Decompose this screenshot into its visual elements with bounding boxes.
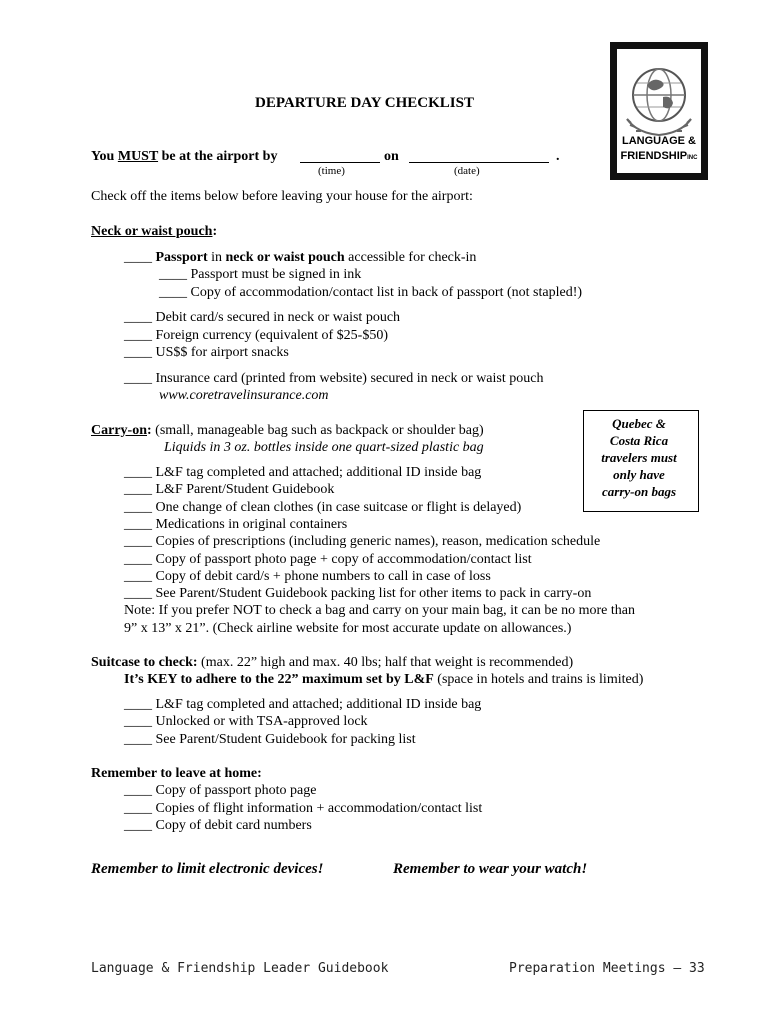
carry-on-heading xyxy=(91,422,484,439)
suitcase-key-line xyxy=(124,671,643,688)
footer-guidebook: Language & Friendship Leader Guidebook xyxy=(91,961,389,976)
callout-line: Costa Rica xyxy=(609,433,669,448)
callout-line: Quebec & xyxy=(612,416,666,431)
airport-end: . xyxy=(556,149,560,164)
logo-text-line2 xyxy=(617,150,701,162)
suitcase-heading xyxy=(91,654,573,671)
checklist-subitem[interactable]: ____ Passport must be signed in ink xyxy=(159,267,362,282)
callout-line: travelers must xyxy=(601,450,677,465)
insurance-website-link[interactable]: www.coretravelinsurance.com xyxy=(159,388,329,403)
checklist-item[interactable]: ____ L&F tag completed and attached; additional ID inside bag xyxy=(124,465,482,480)
airport-line xyxy=(91,148,277,165)
callout-line: carry-on bags xyxy=(601,484,677,499)
checklist-item[interactable]: ____ Copy of passport photo page + copy of accommodation/contact list xyxy=(124,552,532,567)
carry-on-note-line2: 9” x 13” x 21”. (Check airline website for most accurate update on allowances.) xyxy=(124,621,572,636)
check-blank: ____ xyxy=(124,250,152,265)
callout-line: only have xyxy=(613,467,665,482)
date-label: (date) xyxy=(454,165,480,177)
checklist-item[interactable]: ____ Copies of flight information + accommodation/contact list xyxy=(124,801,483,816)
suitcase-desc: (max. 22” high and max. 40 lbs; half that weight is recommended) xyxy=(197,655,574,670)
passport-text-end: accessible for check-in xyxy=(344,250,477,265)
checklist-item[interactable]: ____ Foreign currency (equivalent of $25-$50) xyxy=(124,328,388,343)
checklist-item[interactable]: ____ Copy of passport photo page xyxy=(124,783,317,798)
neck-pouch-heading-text: Neck or waist pouch xyxy=(91,224,213,239)
logo-text-friendship: FRIENDSHIP xyxy=(620,150,688,162)
passport-text: in xyxy=(207,250,226,265)
checklist-subitem[interactable]: ____ Copy of accommodation/contact list in back of passport (not stapled!) xyxy=(159,285,583,300)
checklist-item[interactable]: ____ See Parent/Student Guidebook for packing list xyxy=(124,732,416,747)
must-emphasis: MUST xyxy=(117,149,159,164)
time-label: (time) xyxy=(318,165,345,177)
checklist-item[interactable]: ____ Insurance card (printed from website) secured in neck or waist pouch xyxy=(124,371,544,386)
checklist-item[interactable] xyxy=(124,249,476,266)
reminder-electronics: Remember to limit electronic devices! xyxy=(91,861,324,877)
carry-on-desc: (small, manageable bag such as backpack or shoulder bag) xyxy=(155,423,484,438)
pouch-bold: neck or waist pouch xyxy=(225,250,345,265)
checklist-item[interactable]: ____ L&F tag completed and attached; additional ID inside bag xyxy=(124,697,482,712)
intro-text: Check off the items below before leaving your house for the airport: xyxy=(91,189,473,204)
neck-pouch-colon: : xyxy=(212,224,218,239)
airport-prefix: You xyxy=(91,149,118,164)
time-field[interactable] xyxy=(300,150,380,163)
checklist-item[interactable]: ____ US$$ for airport snacks xyxy=(124,345,289,360)
airport-middle: be at the airport by xyxy=(158,149,278,164)
carry-on-callout xyxy=(580,415,698,500)
checklist-item[interactable]: ____ Debit card/s secured in neck or waist pouch xyxy=(124,310,401,325)
carry-on-colon: : xyxy=(147,423,152,438)
logo-text-line1: LANGUAGE & xyxy=(622,135,696,147)
logo-text-inc: INC xyxy=(687,155,698,161)
checklist-item[interactable]: ____ Copy of debit card/s + phone numbers to call in case of loss xyxy=(124,569,491,584)
passport-bold: Passport xyxy=(155,250,208,265)
checklist-item[interactable]: ____ Copies of prescriptions (including generic names), reason, medication schedule xyxy=(124,534,601,549)
checklist-item[interactable]: ____ Medications in original containers xyxy=(124,517,348,532)
checklist-item[interactable]: ____ One change of clean clothes (in case suitcase or flight is delayed) xyxy=(124,500,522,515)
company-logo xyxy=(610,42,708,180)
page-title: DEPARTURE DAY CHECKLIST xyxy=(255,95,474,111)
checklist-item[interactable]: ____ L&F Parent/Student Guidebook xyxy=(124,482,335,497)
on-label: on xyxy=(384,149,399,164)
date-field[interactable] xyxy=(409,150,549,163)
liquids-note: Liquids in 3 oz. bottles inside one quart-sized plastic bag xyxy=(164,440,484,455)
footer-page-number: Preparation Meetings – 33 xyxy=(509,961,705,976)
leave-home-heading: Remember to leave at home: xyxy=(91,766,262,781)
carry-on-note-line1: Note: If you prefer NOT to check a bag and carry on your main bag, it can be no more than xyxy=(124,603,635,618)
suitcase-heading-text: Suitcase to check: xyxy=(91,655,198,670)
checklist-item[interactable]: ____ See Parent/Student Guidebook packing list for other items to pack in carry-on xyxy=(124,586,592,601)
suitcase-key-bold: It’s KEY to adhere to the 22” maximum set by L&F xyxy=(124,672,434,687)
carry-on-heading-text: Carry-on xyxy=(91,423,147,438)
neck-pouch-heading xyxy=(91,223,217,240)
checklist-item[interactable]: ____ Copy of debit card numbers xyxy=(124,818,312,833)
reminder-watch: Remember to wear your watch! xyxy=(393,861,588,877)
suitcase-key-rest: (space in hotels and trains is limited) xyxy=(433,672,644,687)
logo-frame xyxy=(617,49,701,173)
checklist-item[interactable]: ____ Unlocked or with TSA-approved lock xyxy=(124,714,368,729)
